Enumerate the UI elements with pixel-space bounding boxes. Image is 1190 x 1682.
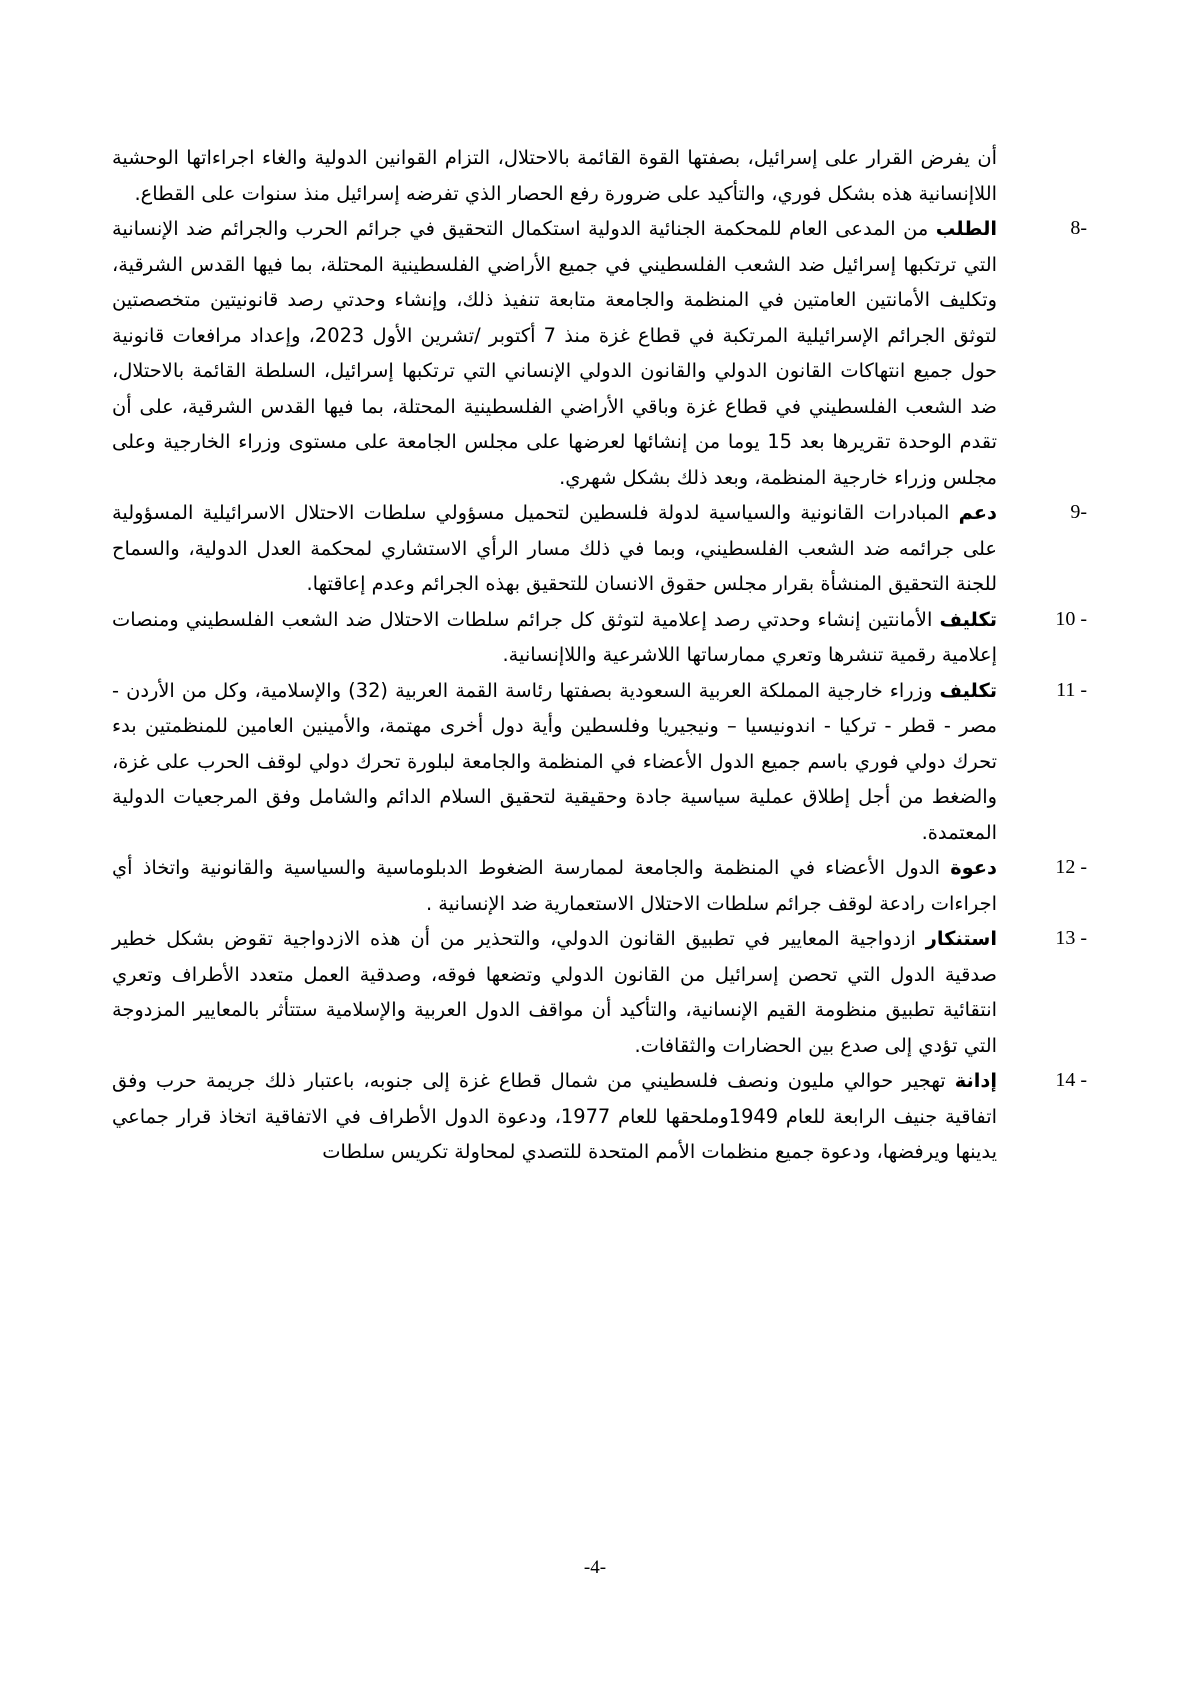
item-lead-word: إدانة <box>954 1069 997 1092</box>
page-number: -4- <box>583 1557 607 1578</box>
item-lead-word: تكليف <box>939 678 997 702</box>
list-item-13 <box>112 921 1087 1063</box>
item-text <box>112 495 997 602</box>
item-body: الدول الأعضاء في المنظمة والجامعة لممارسة الضغوط الدبلوماسية والسياسية والقانونية واتخاذ أي اجراءات رادعة لوقف جرائم سلطات الاحتلال الاستعمارية ضد الإنسانية . <box>112 856 997 915</box>
item-number: 12 - <box>1055 856 1087 878</box>
item-text <box>112 602 997 673</box>
item-number: 8- <box>1070 217 1087 239</box>
item-lead-word: دعوة <box>950 856 997 879</box>
list-item-14 <box>112 1063 1087 1170</box>
item-body: ازدواجية المعايير في تطبيق القانون الدولي، والتحذير من أن هذه الازدواجية تقوض بشكل خطير صدقية الدول التي تحصن إسرائيل من القانون الدولي وتضعها فوقه، وصدقية العمل متعدد الأطراف وتعري انتقائية تطبيق منظومة القيم الإنسانية، والتأكيد أن مواقف الدول العربية والإسلامية ستتأثر بالمعايير المزدوجة التي تؤدي إلى صدع بين الحضارات والثقافات. <box>112 927 997 1057</box>
document-body <box>112 140 1087 1170</box>
item-number: 14 - <box>1055 1069 1087 1091</box>
item-number: 13 - <box>1055 927 1087 949</box>
list-item-10 <box>112 602 1087 673</box>
item-body: المبادرات القانونية والسياسية لدولة فلسطين لتحميل مسؤولي سلطات الاحتلال الاسرائيلية المسؤولية على جرائمه ضد الشعب الفلسطيني، وبما في ذلك مسار الرأي الاستشاري لمحكمة العدل الدولية، والسماح للجنة التحقيق المنشأة بقرار مجلس حقوق الانسان للتحقيق بهذه الجرائم وعدم إعاقتها. <box>112 501 997 595</box>
list-item-9 <box>112 495 1087 602</box>
paragraph-text: أن يفرض القرار على إسرائيل، بصفتها القوة القائمة بالاحتلال، التزام القوانين الدولية والغاء اجراءاتها الوحشية اللاإنسانية هذه بشكل فوري، والتأكيد على ضرورة رفع الحصار الذي تفرضه إسرائيل منذ سنوات على القطاع. <box>112 146 997 205</box>
item-body: وزراء خارجية المملكة العربية السعودية بصفتها رئاسة القمة العربية (32) والإسلامية، وكل من الأردن - مصر - قطر - تركيا - اندونيسيا – ونيجيريا وفلسطين وأية دول أخرى مهتمة، والأمينين العامين للمنظمتين بدء تحرك دولي فوري باسم جميع الدول الأعضاء في المنظمة والجامعة لبلورة تحرك دولي لوقف الحرب على غزة، والضغط من أجل إطلاق عملية سياسية جادة وحقيقية لتحقيق السلام الدائم والشامل وفق المرجعيات الدولية المعتمدة. <box>112 678 997 844</box>
item-lead-word: دعم <box>958 501 997 524</box>
item-text <box>112 211 997 495</box>
item-lead-word: استنكار <box>925 927 997 950</box>
item-body: من المدعى العام للمحكمة الجنائية الدولية استكمال التحقيق في جرائم الحرب والجرائم ضد الإنسانية التي ترتكبها إسرائيل ضد الشعب الفلسطيني في جميع الأراضي الفلسطينية المحتلة، بما فيها القدس الشرقية، وتكليف الأمانتين العامتين في المنظمة والجامعة متابعة تنفيذ ذلك، وإنشاء وحدتي رصد قانونيتين متخصصتين لتوثق الجرائم الإسرائيلية المرتكبة في قطاع غزة منذ 7 أكتوبر /تشرين الأول 2023، وإعداد مرافعات قانونية حول جميع انتهاكات القانون الدولي والقانون الدولي الإنساني التي ترتكبها إسرائيل، السلطة القائمة بالاحتلال، ضد الشعب الفلسطيني في قطاع غزة وباقي الأراضي الفلسطينية المحتلة، بما فيها القدس الشرقية، على أن تقدم الوحدة تقريرها بعد 15 يوما من إنشائها لعرضها على مجلس الجامعة على مستوى وزراء الخارجية وعلى مجلس وزراء خارجية المنظمة، وبعد ذلك بشكل شهري. <box>112 217 997 489</box>
item-body: تهجير حوالي مليون ونصف فلسطيني من شمال قطاع غزة إلى جنوبه، باعتبار ذلك جريمة حرب وفق اتفاقية جنيف الرابعة للعام 1949وملحقها للعام 1977، ودعوة الدول الأطراف في الاتفاقية اتخاذ قرار جماعي يدينها ويرفضها، ودعوة جميع منظمات الأمم المتحدة للتصدي لمحاولة تكريس سلطات <box>112 1069 998 1163</box>
item-text <box>112 1063 997 1170</box>
list-item-8 <box>112 211 1087 495</box>
item-text <box>112 673 997 851</box>
item-text <box>112 921 997 1063</box>
item-number: 9- <box>1070 501 1087 523</box>
item-text <box>112 850 997 921</box>
list-item-12 <box>112 850 1087 921</box>
item-body: الأمانتين إنشاء وحدتي رصد إعلامية لتوثق كل جرائم سلطات الاحتلال ضد الشعب الفلسطيني ومنصات إعلامية رقمية تنشرها وتعري ممارساتها اللاشرعية واللاإنسانية. <box>112 607 997 666</box>
item-number: 11 - <box>1056 678 1087 701</box>
item-lead-word: تكليف <box>939 607 997 631</box>
item-lead-word: الطلب <box>935 217 997 240</box>
item-number: 10 - <box>1055 607 1087 630</box>
list-item-11 <box>112 673 1087 851</box>
continuation-paragraph <box>112 140 1087 211</box>
